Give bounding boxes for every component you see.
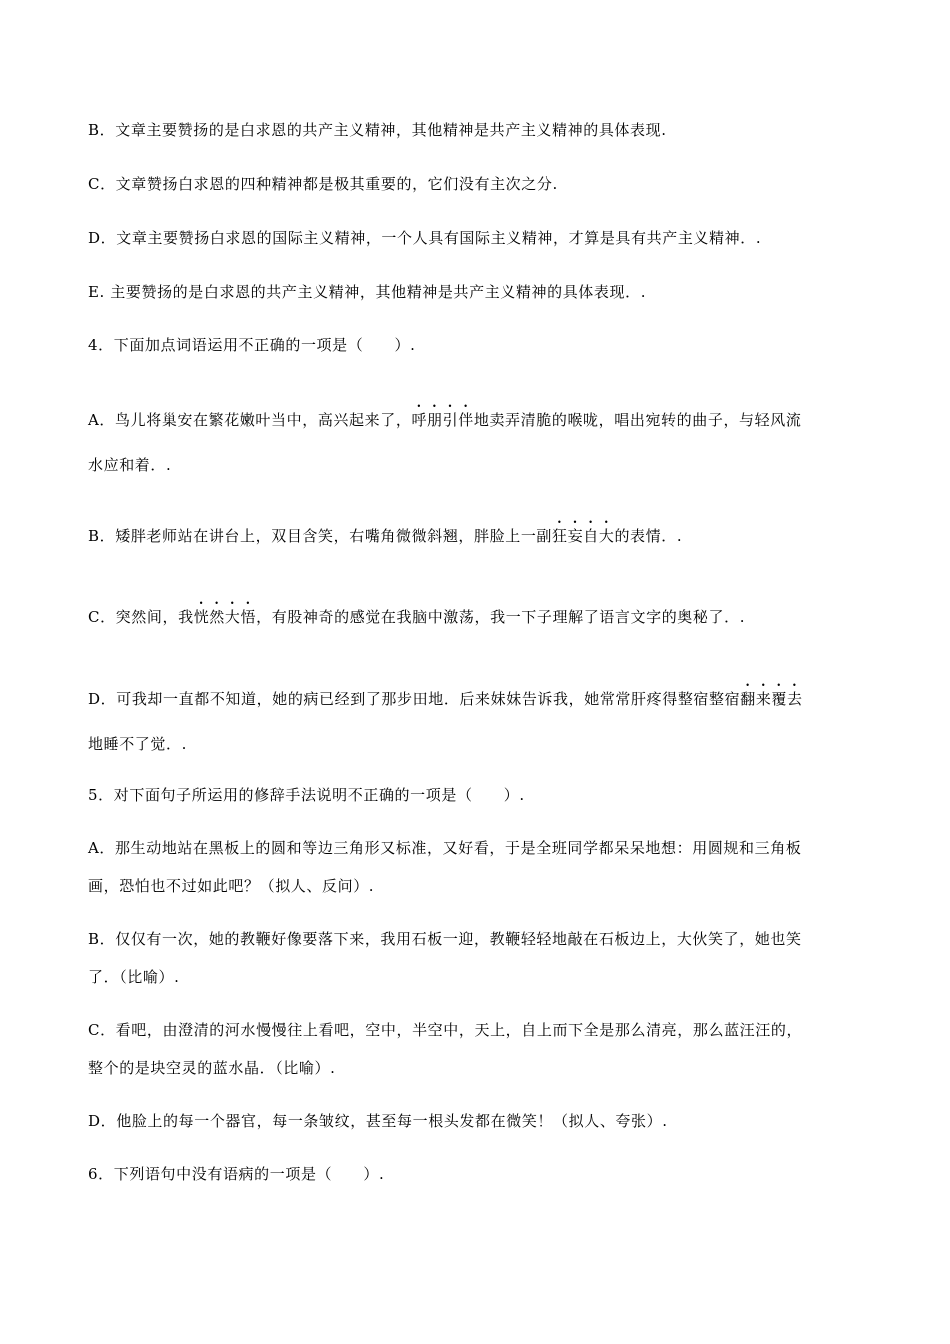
option-4a-text: A．鸟儿将巢安在繁花嫩叶当中，高兴起来了，	[88, 411, 412, 429]
option-3d: D．文章主要赞扬白求恩的国际主义精神，一个人具有国际主义精神，才算是具有共产主义精神．.	[88, 229, 762, 247]
option-4a-cont: 水应和着．.	[88, 456, 172, 474]
dotted-word: 呼朋引伴	[411, 411, 474, 429]
option-3e: E. 主要赞扬的是白求恩的共产主义精神，其他精神是共产主义精神的具体表现．.	[88, 283, 647, 301]
option-5c-cont: 整个的是块空灵的蓝水晶．（比喻）.	[88, 1059, 336, 1077]
dotted-word: 翻来覆去	[740, 690, 803, 708]
option-4c	[88, 599, 745, 626]
option-5a: A．那生动地站在黑板上的圆和等边三角形又标准，又好看，于是全班同学都呆呆地想：用圆规和三角板	[88, 839, 802, 857]
option-5b-cont: 了．（比喻）.	[88, 968, 180, 986]
option-4b-text-end: 的表情．.	[614, 527, 683, 545]
option-4b	[88, 518, 682, 545]
option-5c: C．看吧，由澄清的河水慢慢往上看吧，空中，半空中，天上，自上而下全是那么清亮，那么蓝汪汪的，	[88, 1021, 803, 1039]
question-4: 4．下面加点词语运用不正确的一项是（ ）.	[88, 336, 416, 354]
option-5d: D．他脸上的每一个器官，每一条皱纹，甚至每一根头发都在微笑！（拟人、夸张）.	[88, 1112, 668, 1130]
option-5b: B．仅仅有一次，她的教鞭好像要落下来，我用石板一迎，教鞭轻轻地敲在石板边上，大伙笑了，她也笑	[88, 930, 802, 948]
option-4a-text-end: 地卖弄清脆的喉咙，唱出宛转的曲子，与轻风流	[473, 411, 802, 429]
question-6: 6．下列语句中没有语病的一项是（ ）.	[88, 1165, 385, 1183]
question-5: 5．对下面句子所运用的修辞手法说明不正确的一项是（ ）.	[88, 786, 525, 804]
option-4d-cont: 地睡不了觉．.	[88, 735, 187, 753]
option-4c-text: C．突然间，我	[88, 608, 194, 626]
dotted-word: 狂妄自大	[552, 527, 615, 545]
option-4c-text-end: ，有股神奇的感觉在我脑中激荡，我一下子理解了语言文字的奥秘了．.	[256, 608, 746, 626]
dotted-word: 恍然大悟	[193, 608, 257, 626]
option-4d	[88, 681, 803, 708]
option-3c: C．文章赞扬白求恩的四种精神都是极其重要的，它们没有主次之分.	[88, 175, 558, 193]
option-4d-text: D．可我却一直都不知道，她的病已经到了那步田地．后来妹妹告诉我，她常常肝疼得整宿整宿	[88, 690, 741, 708]
option-4a	[88, 402, 801, 429]
option-3b: B．文章主要赞扬的是白求恩的共产主义精神，其他精神是共产主义精神的具体表现.	[88, 121, 667, 139]
option-5a-cont: 画，恐怕也不过如此吧？（拟人、反问）.	[88, 877, 375, 895]
option-4b-text: B．矮胖老师站在讲台上，双目含笑，右嘴角微微斜翘，胖脸上一副	[88, 527, 553, 545]
